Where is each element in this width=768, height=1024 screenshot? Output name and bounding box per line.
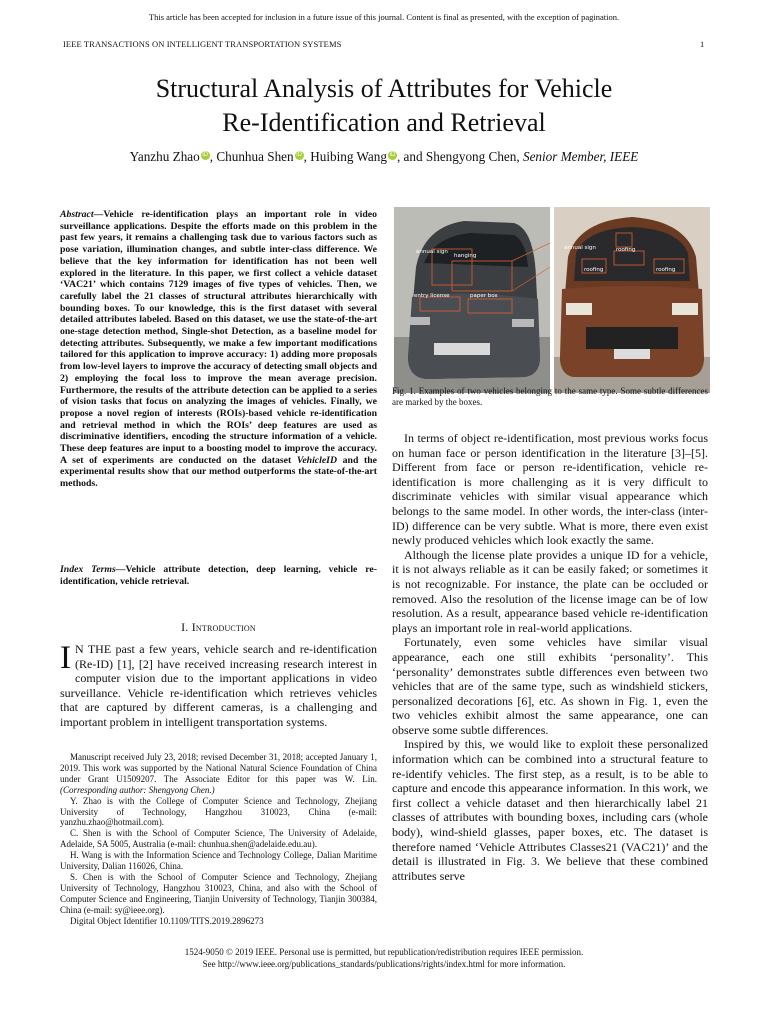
abstract-label: Abstract— bbox=[60, 209, 104, 220]
figure-1 bbox=[394, 207, 710, 393]
author-list bbox=[0, 149, 768, 165]
abstract-dataset: VehicleID bbox=[296, 454, 337, 466]
footnote-zhao: Y. Zhao is with the College of Computer Science and Technology, Zhejiang University of Technology, Hangzhou 310023, China (e-mail: yanzhu.zhao@hotmail.com). bbox=[60, 795, 377, 828]
paper-title bbox=[0, 72, 768, 140]
section-heading: I. Introduction bbox=[181, 620, 256, 634]
title-line-1: Structural Analysis of Attributes for Vehicle bbox=[155, 74, 613, 103]
car-right-icon bbox=[554, 207, 710, 393]
index-terms bbox=[60, 564, 377, 587]
paragraph-3: Fortunately, even some vehicles have similar visual appearance, each one still exhibits ‘personality’. This ‘personality’ demonstrates subtle differences even between two vehicles that are of the same type, such as windshield stickers, personalized decorations [6], etc. As shown in Fig. 1, even the two vehicles exhibit almost the same appearance, one can observe some subtle differences. bbox=[392, 635, 708, 737]
footnote-chen: S. Chen is with the School of Computer Science and Technology, Zhejiang University of Technology, Hangzhou 310023, China, and also with the School of Computer Science and Engineering, Tianjin University of Technology, Tianjin 300384, China (e-mail: sy@ieee.org). bbox=[60, 871, 377, 915]
abstract-text-end: and the experimental results show that our method outperforms the state-of-the-art methods. bbox=[60, 454, 377, 490]
paragraph-1: In terms of object re-identification, most previous works focus on human face or person identification in the literature [3]–[5]. Different from face or person re-identification, vehicle re-identification is more challenging as it is very difficult to discriminate vehicles with similar visual appearance which belongs to the same model. In other words, the inter-class (inter-ID) difference can be very subtle. What is more, there even exist newly produced vehicles which look exactly the same. bbox=[392, 431, 708, 548]
author-2: , Chunhua Shen bbox=[209, 149, 294, 164]
index-terms-label: Index Terms— bbox=[60, 564, 126, 575]
label-roofing-2: roofing bbox=[584, 267, 604, 273]
footer-line-1: 1524-9050 © 2019 IEEE. Personal use is permitted, but republication/redistribution requires IEEE permission. bbox=[184, 947, 584, 957]
intro-text: N THE past a few years, vehicle search and re-identification (Re-ID) [1], [2] have received increasing research interest in computer vision due to the important applications in video surveillance. Vehicle re-identification which retrieves vehicles that are captured by different cameras, is a challenging and important problem in intelligent transportation systems. bbox=[60, 642, 377, 729]
index-terms-text: Vehicle attribute detection, deep learning, vehicle re-identification, vehicle retrieval. bbox=[60, 564, 377, 587]
author-1: Yanzhu Zhao bbox=[129, 149, 200, 164]
footer-line-2: See http://www.ieee.org/publications_standards/publications/rights/index.html for more information. bbox=[202, 958, 566, 969]
footnote-doi: Digital Object Identifier 10.1109/TITS.2019.2896273 bbox=[70, 915, 264, 926]
label-entry-license: entry license bbox=[414, 293, 450, 299]
right-column-text bbox=[392, 431, 708, 883]
footnote-wang: H. Wang is with the Information Science and Technology College, Dalian Maritime University, Dalian 116026, China. bbox=[60, 850, 377, 872]
orcid-icon[interactable]: iD bbox=[389, 152, 396, 158]
title-line-2: Re-Identification and Retrieval bbox=[222, 108, 546, 137]
vehicle-photo-left bbox=[394, 207, 550, 393]
acceptance-notice: This article has been accepted for inclusion in a future issue of this journal. Content is final as presented, with the exception of pagination. bbox=[148, 12, 620, 22]
abstract bbox=[60, 209, 377, 490]
journal-name: IEEE TRANSACTIONS ON INTELLIGENT TRANSPORTATION SYSTEMS bbox=[63, 39, 342, 49]
footnote-manuscript: Manuscript received July 23, 2018; revised December 31, 2018; accepted January 1, 2019. This work was supported by the National Natural Science Foundation of China under Grant U1509207. The Associate Editor for this paper was W. Lin. (Corresponding author: Shengyong Chen.) bbox=[60, 752, 377, 795]
drop-cap: I bbox=[60, 640, 71, 676]
label-roofing-3: roofing bbox=[656, 267, 676, 273]
author-4: , and Shengyong Chen, bbox=[396, 149, 520, 164]
copyright-footer bbox=[0, 947, 768, 970]
label-hanging: hanging bbox=[454, 253, 477, 259]
figure-caption: Fig. 1. Examples of two vehicles belonging to the same type. Some subtle differences are marked by the boxes. bbox=[392, 386, 708, 407]
paragraph-4: Inspired by this, we would like to exploit these personalized information which can be combined into a structural feature to re-identify vehicles. The first step, as a result, is to be able to capture and encode this appearance information. In this work, we first collect a vehicle dataset and then hierarchically label 21 classes of attributes with bounding boxes, including cars (whole body), wind-shield glasses, paper boxes, etc. The dataset is therefore named ‘Vehicle Attributes Classes21 (VAC21)’ and the detail is illustrated in Fig. 3. We believe that these combined attributes serve bbox=[392, 737, 708, 883]
car-left-icon bbox=[394, 207, 550, 393]
intro-paragraph bbox=[60, 642, 377, 730]
vehicle-photo-right bbox=[554, 207, 710, 393]
paragraph-2: Although the license plate provides a unique ID for a vehicle, it is not always reliable as it can be easily faked; or sometimes it is not recognizable. For instance, the plate can be occluded or removed. Also the resolution of the license image can be of low resolution. As a result, appearance based vehicle re-identification plays an important role in real-world applications. bbox=[392, 547, 708, 635]
label-paper-box: paper box bbox=[470, 293, 498, 299]
footnote-shen: C. Shen is with the School of Computer Science, The University of Adelaide, Adelaide, SA 5005, Australia (e-mail: chunhua.shen@adelaide.edu.au). bbox=[60, 828, 377, 850]
abstract-text: Vehicle re-identification plays an important role in video surveillance applications. Despite the efforts made on this problem in the past few years, it remains a challenging task due to various factors such as pose variation, illumination changes, and subtle inter-class difference. We believe that the key information for identification has not been well explored in the literature. In this paper, we first collect a vehicle dataset ‘VAC21’ which contains 7129 images of five types of vehicles. Then, we carefully label the 21 classes of structural attributes hierarchically with bounding boxes. To our knowledge, this is the first dataset with several detailed attributes labeled. Based on this dataset, we use the state-of-the-art one-stage detection method, Single-shot Detection, as a baseline model for detecting attributes. Subsequently, we make a few important modifications tailored for this application to improve accuracy: 1) adding more proposals from low-level layers to improve the accuracy of detecting small objects and 2) employing the focal loss to improve the mean average precision. Furthermore, the results of the attribute detection can be applied to a series of vision tasks that focus on analyzing the images of vehicles. Finally, we propose a novel region of interests (ROIs)-based vehicle re-identification and retrieval method in which the ROIs’ deep features are used as discriminative identifiers, encoding the structure information of a vehicle. These deep features are input to a boosting model to improve the accuracy. A set of experiments are conducted on the dataset bbox=[60, 209, 377, 466]
orcid-icon[interactable]: iD bbox=[202, 152, 209, 158]
label-roofing-1: roofing bbox=[616, 247, 636, 253]
author-3: , Huibing Wang bbox=[303, 149, 387, 164]
orcid-icon[interactable]: iD bbox=[296, 152, 302, 158]
footnotes bbox=[60, 752, 377, 927]
label-annual-sign: annual sign bbox=[416, 249, 448, 255]
page-number: 1 bbox=[700, 39, 705, 49]
label-annual-sign-right: annual sign bbox=[564, 245, 596, 251]
author-4-role: Senior Member, IEEE bbox=[519, 149, 639, 164]
